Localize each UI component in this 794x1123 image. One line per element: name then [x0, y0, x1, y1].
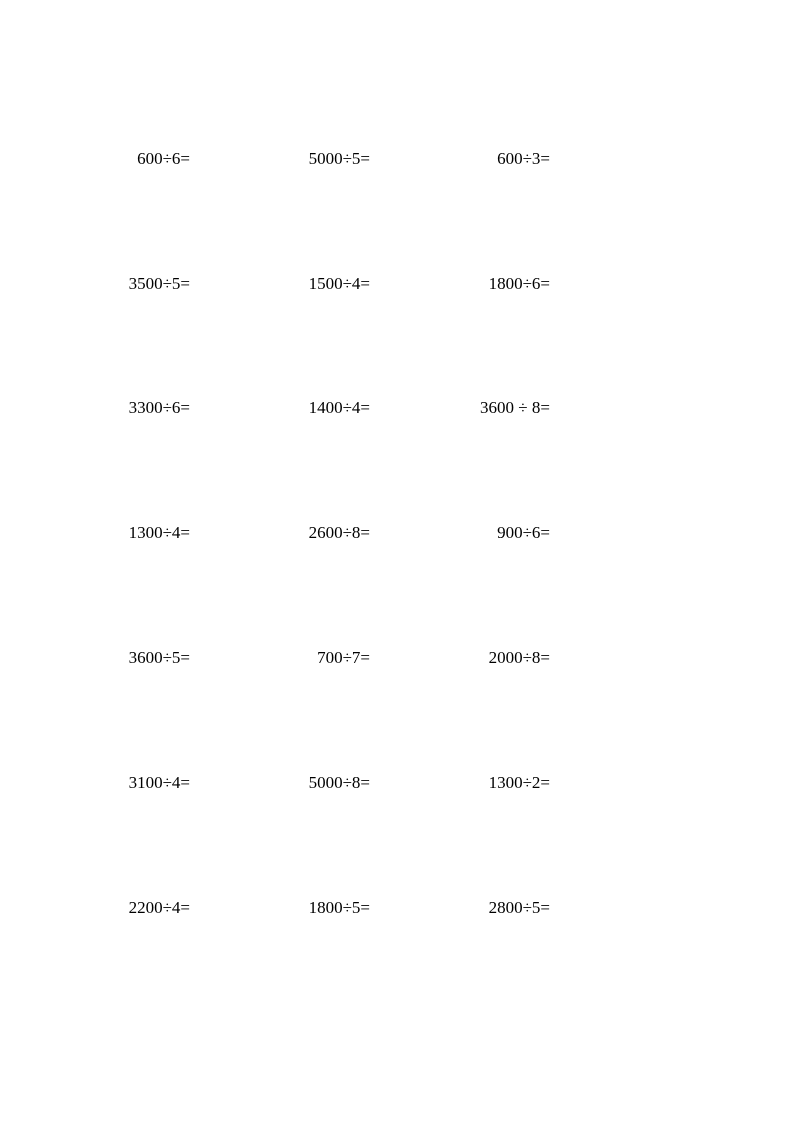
division-problem: 2200÷4=: [128, 898, 190, 917]
division-problem: 1400÷4=: [308, 398, 370, 417]
division-problem: 600÷3=: [497, 149, 550, 168]
problem-row-7: [0, 896, 794, 920]
division-problem: 3100÷4=: [128, 773, 190, 792]
problem-row-2: [0, 272, 794, 296]
division-problem: 2600÷8=: [308, 523, 370, 542]
division-problem: 1500÷4=: [308, 274, 370, 293]
problem-row-6: [0, 771, 794, 795]
division-problem: 600÷6=: [137, 149, 190, 168]
division-problem: 1300÷4=: [128, 523, 190, 542]
division-problem: 1800÷6=: [488, 274, 550, 293]
problem-row-5: [0, 646, 794, 670]
division-problem: 1300÷2=: [488, 773, 550, 792]
division-problem: 3500÷5=: [128, 274, 190, 293]
division-problem: 3600÷5=: [128, 648, 190, 667]
division-problem: 3300÷6=: [128, 398, 190, 417]
division-problem: 5000÷5=: [308, 149, 370, 168]
problem-row-1: [0, 147, 794, 171]
division-problem: 3600 ÷ 8=: [480, 398, 550, 417]
problem-row-3: [0, 396, 794, 420]
division-problem: 2000÷8=: [488, 648, 550, 667]
division-problem: 5000÷8=: [308, 773, 370, 792]
division-problem: 900÷6=: [497, 523, 550, 542]
problem-row-4: [0, 521, 794, 545]
division-problem: 700÷7=: [317, 648, 370, 667]
division-problem: 1800÷5=: [308, 898, 370, 917]
division-problem: 2800÷5=: [488, 898, 550, 917]
